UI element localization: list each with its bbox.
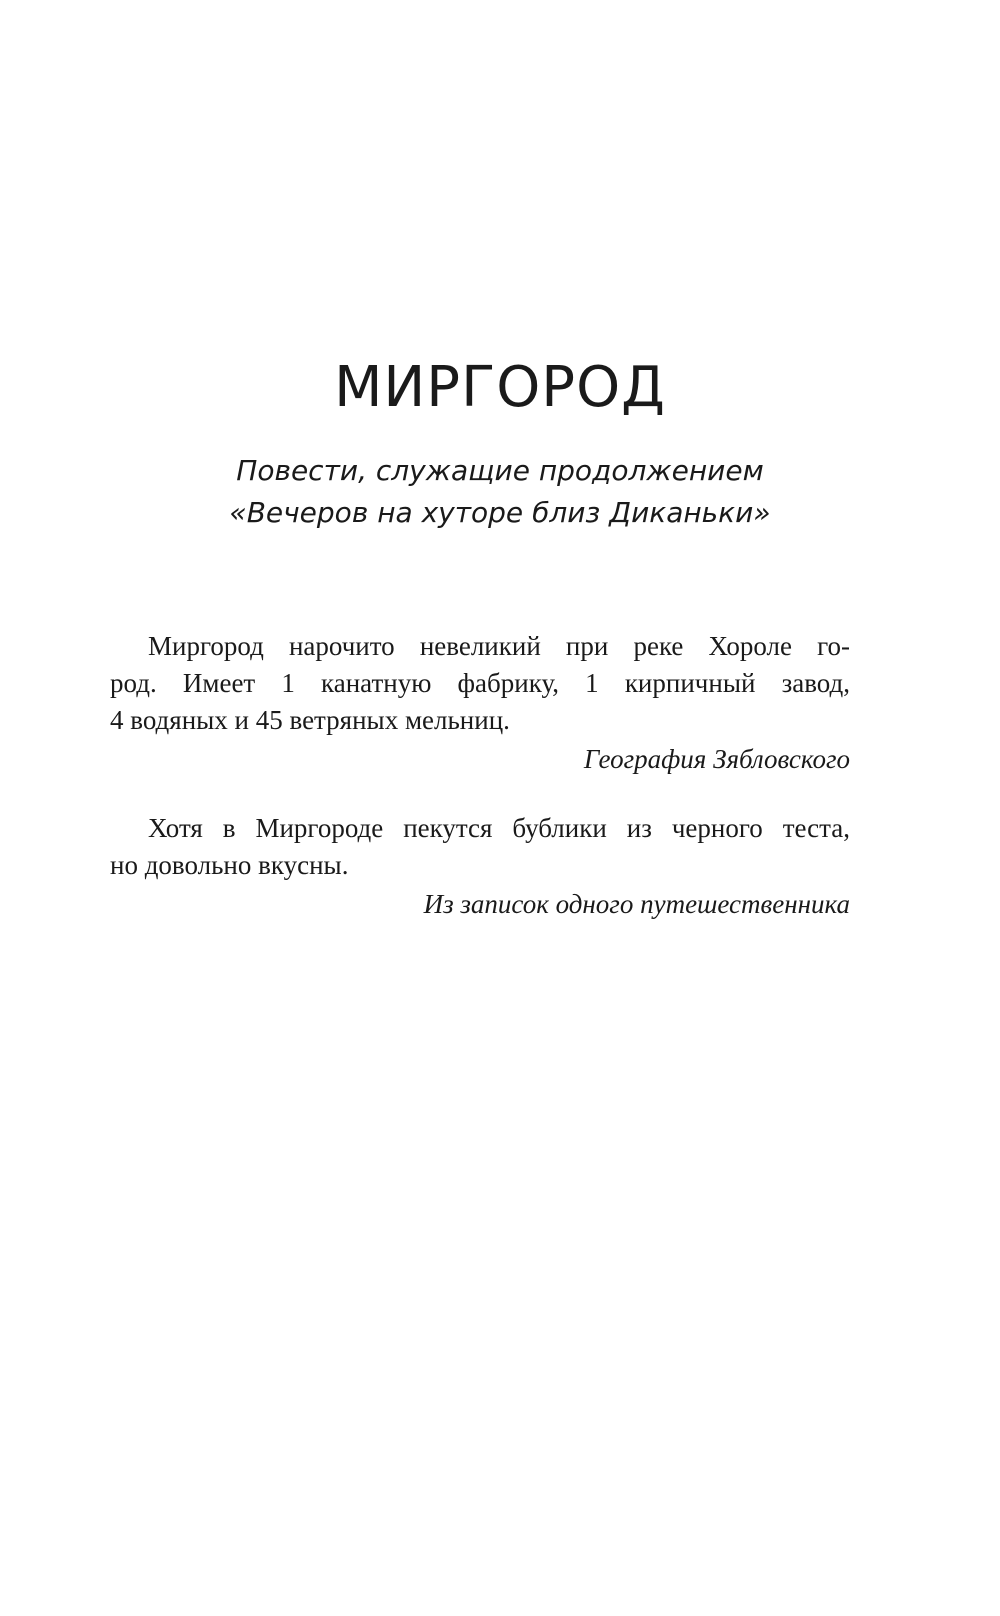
epigraph-line: 4 водяных и 45 ветряных мельниц. <box>110 705 510 735</box>
epigraph-line: Миргород нарочито невеликий при реке Хороле го- <box>148 631 850 661</box>
epigraph-source: География Зябловского <box>583 744 850 774</box>
subtitle-line: «Вечеров на хуторе близ Диканьки» <box>229 496 771 529</box>
subtitle <box>0 450 1000 534</box>
epigraph-line: род. Имеет 1 канатную фабрику, 1 кирпичный завод, <box>110 668 850 698</box>
epigraph-line: Хотя в Миргороде пекутся бублики из черного теста, <box>148 813 850 843</box>
book-title: МИРГОРОД <box>334 355 666 420</box>
epigraph <box>110 628 850 778</box>
epigraph <box>110 810 850 923</box>
subtitle-line: Повести, служащие продолжением <box>236 454 764 487</box>
epigraph-line: но довольно вкусны. <box>110 850 349 880</box>
epigraph-source: Из записок одного путешественника <box>423 889 850 919</box>
